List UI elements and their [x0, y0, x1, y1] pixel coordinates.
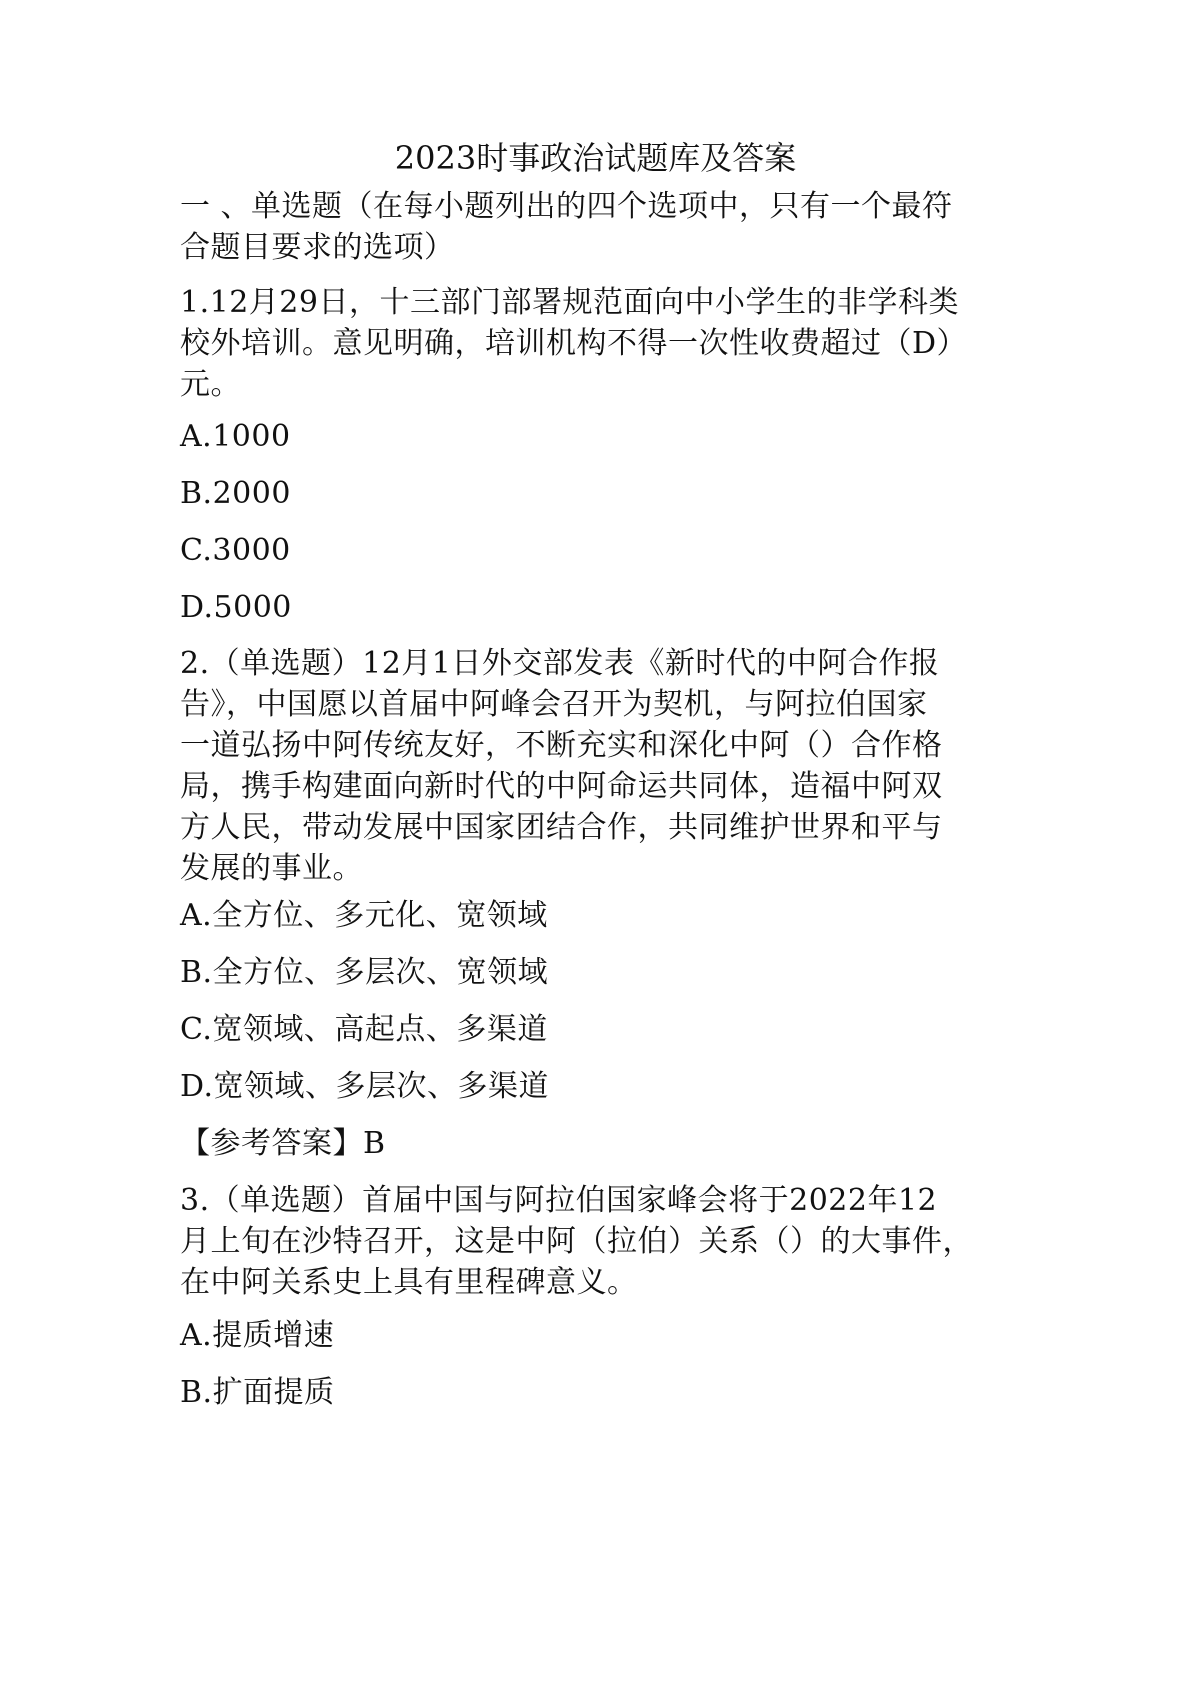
- question-stem-line: 校外培训。意见明确，培训机构不得一次性收费超过（D）: [180, 326, 968, 361]
- section-heading: [180, 186, 1020, 268]
- question-1-option-c: C.3000: [180, 533, 291, 568]
- question-1-option-a: A.1000: [180, 419, 291, 454]
- question-stem-line: 一道弘扬中阿传统友好，不断充实和深化中阿（）合作格: [180, 728, 943, 763]
- section-heading-line: 合题目要求的选项）: [180, 230, 455, 265]
- question-stem-line: 月上旬在沙特召开，这是中阿（拉伯）关系（）的大事件，: [180, 1224, 973, 1259]
- question-1-option-d: D.5000: [180, 590, 292, 625]
- question-stem-line: 告》，中国愿以首届中阿峰会召开为契机，与阿拉伯国家: [180, 687, 928, 722]
- question-3-stem: [180, 1180, 1020, 1303]
- question-stem-line: 3.（单选题）首届中国与阿拉伯国家峰会将于2022年12: [180, 1183, 938, 1218]
- question-stem-line: 方人民，带动发展中国家团结合作，共同维护世界和平与: [180, 810, 943, 845]
- question-stem-line: 发展的事业。: [180, 851, 363, 886]
- question-2-option-c: C.宽领域、高起点、多渠道: [180, 1012, 548, 1047]
- question-stem-line: 局，携手构建面向新时代的中阿命运共同体，造福中阿双: [180, 769, 943, 804]
- question-stem-line: 在中阿关系史上具有里程碑意义。: [180, 1265, 638, 1300]
- question-1-option-b: B.2000: [180, 476, 291, 511]
- question-2-option-d: D.宽领域、多层次、多渠道: [180, 1069, 550, 1104]
- question-2-option-b: B.全方位、多层次、宽领域: [180, 955, 549, 990]
- document-title: 2023时事政治试题库及答案: [394, 139, 797, 177]
- question-stem-line: 2.（单选题）12月1日外交部发表《新时代的中阿合作报: [180, 646, 940, 681]
- question-2-answer: 【参考答案】B: [180, 1126, 386, 1161]
- question-3-option-a: A.提质增速: [180, 1318, 335, 1353]
- question-stem-line: 1.12月29日，十三部门部署规范面向中小学生的非学科类: [180, 285, 959, 320]
- section-heading-line: 一 、单选题（在每小题列出的四个选项中，只有一个最符: [180, 189, 953, 224]
- question-2-option-a: A.全方位、多元化、宽领域: [180, 898, 548, 933]
- question-stem-line: 元。: [180, 367, 241, 402]
- question-3-option-b: B.扩面提质: [180, 1375, 335, 1410]
- question-2-stem: [180, 643, 1020, 889]
- question-1-stem: [180, 282, 1020, 405]
